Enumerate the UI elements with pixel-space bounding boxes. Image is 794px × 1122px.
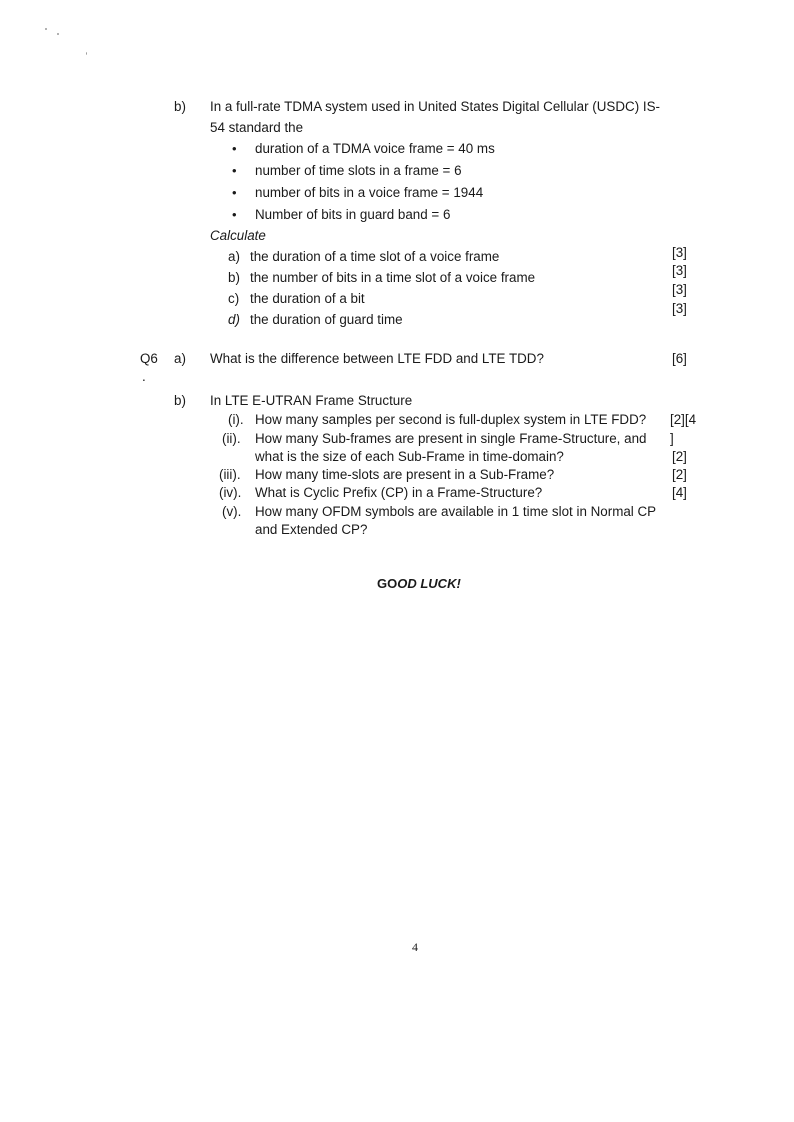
bullet-dot: •: [232, 163, 237, 178]
bullet-item: Number of bits in guard band = 6: [255, 207, 451, 222]
item-number: (ii).: [222, 431, 241, 446]
item-text: How many Sub-frames are present in single Frame-Structure, and: [255, 431, 647, 446]
part-text: the duration of a bit: [250, 291, 365, 306]
part-label: b): [228, 270, 240, 285]
q5b-intro-line1: In a full-rate TDMA system used in United States Digital Cellular (USDC) IS-: [210, 99, 660, 114]
marks: [3]: [672, 245, 687, 260]
marks: ]: [670, 431, 674, 446]
good-luck-text: [377, 573, 461, 594]
bullet-dot: •: [232, 185, 237, 200]
good-luck-suffix: OD LUCK!: [397, 576, 461, 591]
item-number: (iv).: [219, 485, 242, 500]
good-luck-prefix: GO: [377, 576, 398, 591]
q6-number: Q6: [140, 351, 158, 366]
bullet-item: number of time slots in a frame = 6: [255, 163, 462, 178]
item-text: How many samples per second is full-duplex system in LTE FDD?: [255, 412, 647, 427]
q6a-text: What is the difference between LTE FDD and LTE TDD?: [210, 351, 544, 366]
part-label: c): [228, 291, 240, 306]
marks: [2]: [672, 449, 687, 464]
marks: [3]: [672, 301, 687, 316]
item-text: and Extended CP?: [255, 522, 368, 537]
item-number: (v).: [222, 504, 242, 519]
bullet-item: number of bits in a voice frame = 1944: [255, 185, 484, 200]
item-text: How many OFDM symbols are available in 1 time slot in Normal CP: [255, 504, 657, 519]
item-number: (i).: [228, 412, 244, 427]
scan-speck: [57, 33, 59, 35]
marks: [4]: [672, 485, 687, 500]
q6b-label: b): [174, 393, 186, 408]
q6-dot: .: [142, 369, 146, 384]
item-text: How many time-slots are present in a Sub-Frame?: [255, 467, 555, 482]
bullet-item: duration of a TDMA voice frame = 40 ms: [255, 141, 495, 156]
marks: [3]: [672, 282, 687, 297]
scan-speck: [86, 52, 87, 55]
part-text: the number of bits in a time slot of a voice frame: [250, 270, 536, 285]
q6b-title: In LTE E-UTRAN Frame Structure: [210, 393, 413, 408]
part-label: a): [228, 249, 240, 264]
part-label: d): [228, 312, 240, 327]
part-text: the duration of guard time: [250, 312, 403, 327]
bullet-dot: •: [232, 207, 237, 222]
q5b-label: b): [174, 99, 186, 114]
bullet-dot: •: [232, 141, 237, 156]
item-number: (iii).: [219, 467, 241, 482]
page-number: 4: [412, 940, 418, 954]
q5b-intro-line2: 54 standard the: [210, 120, 304, 135]
part-text: the duration of a time slot of a voice frame: [250, 249, 500, 264]
calculate-label: Calculate: [210, 228, 266, 243]
marks: [3]: [672, 263, 687, 278]
marks: [2][4: [670, 412, 697, 427]
item-text: what is the size of each Sub-Frame in time-domain?: [255, 449, 564, 464]
item-text: What is Cyclic Prefix (CP) in a Frame-Structure?: [255, 485, 543, 500]
scan-speck: [45, 28, 47, 30]
q6a-label: a): [174, 351, 186, 366]
marks: [2]: [672, 467, 687, 482]
q6a-marks: [6]: [672, 351, 687, 366]
